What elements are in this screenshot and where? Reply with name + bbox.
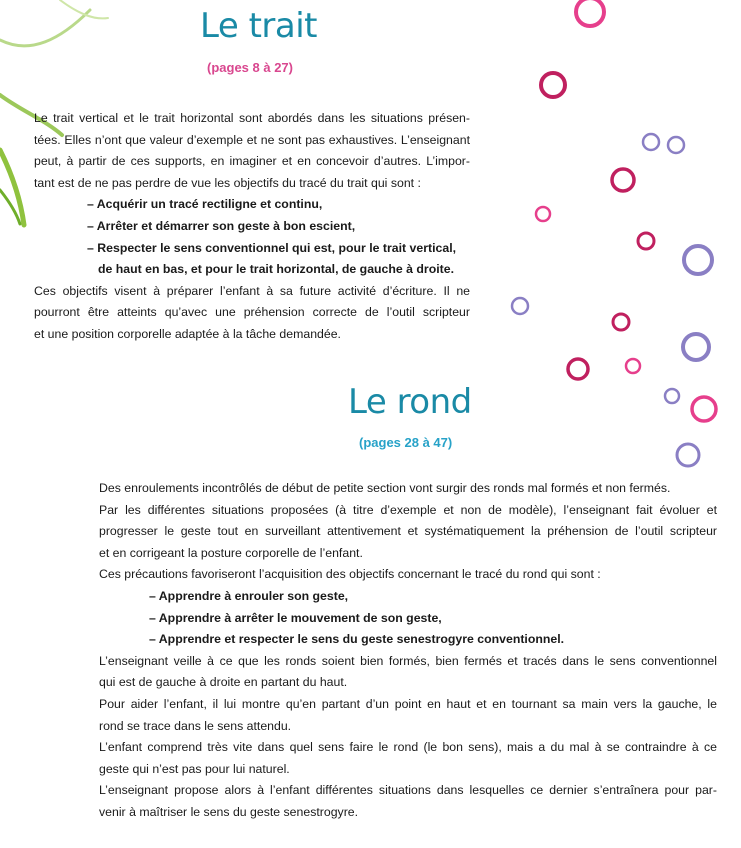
text-line: peut, à partir de ces supports, en imaginer et en concevoir d’autres. L’impor- (34, 154, 470, 169)
text-line: Par les différentes situations proposées (à titre d’exemple et non de modèle), l’enseignant fait évoluer et (99, 502, 717, 517)
bubble-circles-decoration (500, 0, 741, 480)
circle-pink (536, 207, 550, 221)
objective-item: – Apprendre à enrouler son geste, (149, 588, 349, 603)
text-line: geste qui n’est pas pour lui naturel. (99, 761, 290, 776)
objective-item: – Arrêter et démarrer son geste à bon escient, (87, 218, 356, 233)
objective-item: – Respecter le sens conventionnel qui est, pour le trait vertical, (87, 240, 457, 255)
text-line: tées. Elles n’ont que valeur d’exemple et ne sont pas exhaustives. L’enseignant (34, 132, 470, 147)
circle-lavender (677, 444, 699, 466)
text-line: Le trait vertical et le trait horizontal sont abordés dans les situations présen- (34, 111, 470, 125)
circle-lavender (683, 334, 709, 360)
text-line: venir à maîtriser le sens du geste senestrogyre. (99, 804, 359, 819)
text-line: Ces précautions favoriseront l’acquisition des objectifs concernant le tracé du rond qui sont : (99, 567, 601, 582)
circle-lavender (668, 137, 684, 153)
circle-magenta (638, 233, 654, 249)
section-title-rond: Le rond (348, 382, 472, 422)
circle-lavender (684, 246, 712, 274)
page-range-rond: (pages 28 à 47) (359, 435, 453, 450)
text-line: pourront être atteints qu’avec une préhension correcte de l’outil scripteur (34, 305, 470, 320)
section-title-trait: Le trait (200, 6, 317, 46)
text-line: et une position corporelle adaptée à la tâche demandée. (34, 326, 341, 341)
circle-lavender (665, 389, 679, 403)
circle-pink (576, 0, 604, 26)
text-line: L’enfant comprend très vite dans quel sens faire le rond (le bon sens), mais a du mal à se contraindre à ce (99, 740, 717, 755)
text-line: Des enroulements incontrôlés de début de petite section vont surgir des ronds mal formés et non fermés. (99, 481, 671, 495)
text-line: Ces objectifs visent à préparer l’enfant à sa future activité d’écriture. Il ne (34, 283, 470, 298)
circle-magenta (541, 73, 565, 97)
text-line: L’enseignant veille à ce que les ronds soient bien formés, bien fermés et tracés dans le sens conventionnel (99, 653, 717, 668)
circle-pink (626, 359, 640, 373)
palm-leaf-3 (0, 150, 24, 225)
objective-item: – Acquérir un tracé rectiligne et continu, (87, 197, 323, 212)
circle-magenta (613, 314, 629, 330)
text-line: tant est de ne pas perdre de vue les objectifs du tracé du trait qui sont : (34, 175, 421, 190)
trait-description (34, 108, 470, 346)
rond-description (99, 478, 717, 824)
page-range-trait: (pages 8 à 27) (207, 60, 293, 75)
text-line: Pour aider l’enfant, il lui montre qu’en partant d’un point en haut et en tournant sa main vers la gauche, le (99, 696, 717, 711)
circle-lavender (512, 298, 528, 314)
objective-item: de haut en bas, et pour le trait horizontal, de gauche à droite. (98, 262, 454, 277)
circle-pink (692, 397, 716, 421)
text-line: progresser le geste tout en surveillant attentivement et systématiquement la préhension de l’outil scripteur (99, 524, 717, 539)
text-line: qui est de gauche à droite en partant du haut. (99, 675, 348, 690)
palm-leaf-1 (0, 10, 90, 46)
text-line: L’enseignant propose alors à l’enfant différentes situations dans lesquelles ce dernier s’entraînera pour par- (99, 783, 717, 798)
circle-magenta (568, 359, 588, 379)
circle-magenta (612, 169, 634, 191)
objective-item: – Apprendre et respecter le sens du geste senestrogyre conventionnel. (149, 632, 565, 647)
circle-lavender (643, 134, 659, 150)
text-line: et en corrigeant la posture corporelle de l’enfant. (99, 545, 363, 560)
objective-item: – Apprendre à arrêter le mouvement de son geste, (149, 610, 442, 625)
text-line: rond se trace dans le sens attendu. (99, 718, 292, 733)
